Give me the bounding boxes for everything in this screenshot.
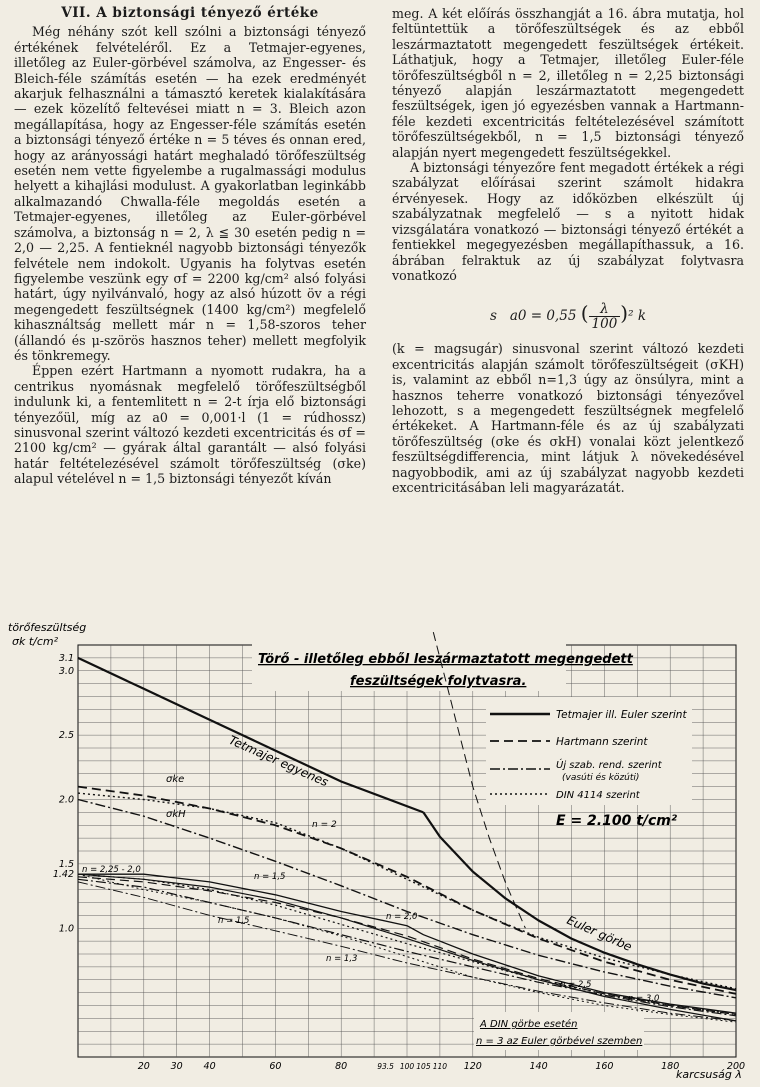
- chart-title-line2: feszültségek folytvasra.: [350, 674, 527, 689]
- n15b-label: n = 1,5: [218, 916, 250, 926]
- n13-label: n = 1,3: [326, 954, 358, 964]
- x-tick-label: 40: [203, 1061, 216, 1072]
- legend-label: Tetmajer ill. Euler szerint: [556, 709, 687, 721]
- y-tick-label: 1.42: [52, 869, 74, 881]
- legend-label: Új szab. rend. szerint: [556, 760, 662, 771]
- paragraph: Éppen ezért Hartmann a nyomott rudakra, ha a centrikus nyomásnak megfelelő törőfeszültségből indulunk ki, a fentemlitett n = 2-t írja elő biztonsági tényezőül, míg az a0 = 0,001·l (1 = rúdhossz) sinusvonal szerint változó kezdeti excentricitás és σf = 2100 kg/cm² — gyárak által garantált — alsó folyási határ feltételezésével számolt törőfeszültség (σke) alapul vételével n = 1,5 biztonsági tényezőt kíván: [14, 363, 366, 487]
- formula-suffix: ² k: [628, 308, 646, 325]
- x-tick-label: 110: [432, 1062, 448, 1071]
- n25-label: n = 2,5: [560, 980, 592, 990]
- skh-label: σkH: [166, 809, 186, 820]
- formula-frac-den: 100: [591, 316, 618, 333]
- y-tick-label: 2.5: [58, 730, 74, 742]
- n30-label: n = 3,0: [628, 994, 660, 1004]
- n15-label: n = 1,5: [254, 872, 286, 882]
- din-footnote-line1: A DIN görbe esetén: [480, 1019, 578, 1030]
- n2-label: n = 2: [312, 820, 337, 830]
- y-tick-label: 1.5: [58, 858, 74, 870]
- y-tick-label: 3.0: [58, 665, 74, 677]
- figure-16: [0, 617, 760, 1083]
- x-tick-label: 100: [399, 1062, 415, 1071]
- tetmajer-label: Tetmajer egyenes: [226, 732, 331, 790]
- chart-title-line1: Törő - illetőleg ebből leszármaztatott megengedett: [258, 652, 633, 667]
- y-tick-label: 1.0: [58, 923, 74, 935]
- x-tick-label: 60: [269, 1061, 282, 1072]
- legend: [486, 697, 692, 805]
- y-tick-label: 3.1: [58, 652, 74, 664]
- din-footnote: [474, 1012, 644, 1050]
- legend-label-sub: (vasúti és közúti): [562, 773, 640, 783]
- modulus-note: E = 2.100 t/cm²: [556, 813, 678, 829]
- paragraph: A biztonsági tényezőre fent megadott értékek a régi szabályzat előírásai szerint számolt hidakra érvényesek. Hogy az időközben elkészült új szabályzatnak megfelelő — s a nyitott hidak vizsgálatára vonatkozó — biztonsági tényező értékét a fentiekkel megegyezésben megállapíthassuk, a 16. ábrában felraktuk az új szabályzat folytvasra vonatkozó: [392, 160, 744, 283]
- n20-label: n = 2,0: [386, 912, 418, 922]
- din-footnote-line2: n = 3 az Euler görbével szemben: [476, 1036, 643, 1047]
- x-tick-label: 120: [463, 1061, 482, 1072]
- y-axis-label: [8, 621, 86, 648]
- paragraph: (k = magsugár) sinusvonal szerint változó kezdeti excentricitás alapján számolt törőfeszültségeit (σKH) is, valamint az ebből n=1,3 úgy az önsúlyra, mint a hasznos teherre vonatkozó biztonsági tényezővel lehozott, s a megengedett feszültségnek megfelelő értékeket. A Hartmann-féle és az új szabályzati törőfeszültség (σke és σkH) vonalai közt jelentkező feszültségdifferencia, mint látjuk λ növekedésével nagyobbodik, ami az új szabályzat nagyobb kezdeti excentricitásában leli magyarázatát.: [392, 341, 744, 495]
- section-title: VII. A biztonsági tényező értéke: [61, 5, 319, 21]
- x-tick-label: 160: [595, 1061, 614, 1072]
- x-tick-label: 180: [661, 1061, 680, 1072]
- formula-body: a0 = 0,55: [509, 308, 577, 325]
- formula-frac-num: λ: [589, 302, 621, 317]
- x-tick-label: 30: [170, 1061, 183, 1072]
- right-column: [392, 6, 744, 495]
- x-tick-label: 105: [416, 1062, 431, 1071]
- legend-label: DIN 4114 szerint: [556, 790, 640, 801]
- y-axis-label-line2: σk t/cm²: [12, 635, 59, 648]
- chart-svg: [0, 617, 760, 1083]
- formula: s a0 = 0,55 ( $\frac{\lambda}{100}$ )² k: [490, 301, 646, 333]
- n225-label: n = 2,25 - 2,0: [82, 865, 141, 875]
- y-axis-label-line1: törőfeszültség: [8, 621, 87, 634]
- x-tick-label: 93.5: [377, 1062, 394, 1071]
- x-tick-label: 80: [335, 1061, 348, 1072]
- x-tick-label: 200: [726, 1061, 746, 1072]
- x-tick-label: 20: [137, 1061, 150, 1072]
- left-column: [14, 6, 366, 487]
- y-tick-label: 2.0: [58, 794, 74, 806]
- paragraph: Még néhány szót kell szólni a biztonsági tényező értékének felvételéről. Ez a Tetmajer-egyenes, illetőleg az Euler-görbével számolva, az Engesser- és Bleich-féle számítás esetén — ha ezek eredményét akarjuk felhasználni a támasztó keretek kialakítására — ezek közelítő feltevései miatt n = 3. Bleich azon megállapítása, hogy az Engesser-féle számítás esetén a biztonsági tényező értéke n = 5 téves és onnan ered, hogy az arányossági határt meghaladó törőfeszültség esetén nem vette figyelembe a rugalmassági modulus helyett a kihajlási modulust. A gyakorlatban leginkább alkalmazandó Chwalla-féle megoldás esetén a Tetmajer-egyenes, illetőleg az Euler-görbével számolva, a biztonság n = 2, λ ≦ 30 esetén pedig n = 2,0 — 2,25. A fentieknél nagyobb biztonsági tényezők felvétele nem indokolt. Ugyanis ha folytvas esetén figyelembe veszünk egy σf = 2200 kg/cm² alsó folyási határt, úgy nyilvánvaló, hogy az alsó húzott öv a régi megengedett feszültségnek (1400 kg/cm²) megfelelő kihasználtság mellett már n = 1,58-szoros teher (állandó és μ-szörös hasznos teher) mellett megfolyik és tönkremegy.: [14, 24, 366, 363]
- series-line: [423, 812, 736, 990]
- ske-label: σke: [166, 774, 185, 785]
- paragraph: meg. A két előírás összhangját a 16. ábra mutatja, hol feltüntettük a törőfeszültségek és az ebből leszármaztatott megengedett feszültségek értékeit. Láthatjuk, hogy a Tetmajer, illetőleg Euler-féle törőfeszültségből n = 2, illetőleg n = 2,25 biztonsági tényező alapján leszármaztatott megengedett feszültségek, igen jó egyezésben vannak a Hartmann-féle kezdeti excentricitás feltételezésével számított törőfeszültségekből, n = 1,5 biztonsági tényező alapján nyert megengedett feszültségekkel.: [392, 6, 744, 160]
- euler-label: Euler görbe: [564, 912, 635, 955]
- x-axis-label: karcsuság λ: [676, 1068, 742, 1081]
- legend-label: Hartmann szerint: [556, 736, 648, 748]
- x-tick-label: 140: [529, 1061, 548, 1072]
- formula-prefix: s: [490, 308, 497, 325]
